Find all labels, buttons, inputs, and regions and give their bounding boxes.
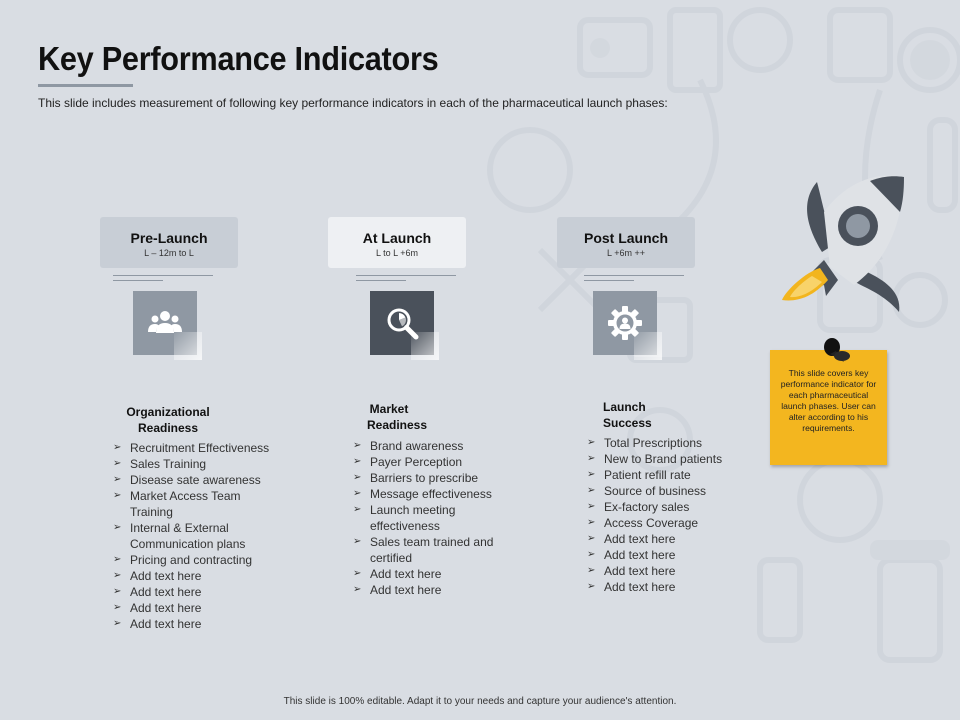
phase-name: Post Launch	[583, 230, 668, 246]
divider-line	[584, 275, 684, 276]
list-item: ➢ Pricing and contracting	[113, 552, 293, 568]
list-item: ➢ Internal & External Communication plans	[113, 520, 265, 552]
list-item: ➢ Message effectiveness	[353, 486, 523, 502]
divider-line	[584, 280, 634, 281]
list-item: ➢ Access Coverage	[587, 515, 757, 531]
phase-range: L to L +6m	[375, 248, 419, 258]
kpi-heading-line: Readiness	[366, 418, 428, 432]
list-item: ➢ Market Access Team Training	[113, 488, 255, 520]
kpi-heading-line: Readiness	[137, 421, 199, 435]
kpi-heading-line: Launch	[603, 400, 646, 414]
magnifier-chart-icon	[384, 305, 420, 341]
phase-icon-tile	[593, 291, 657, 355]
phase-icon-tile	[370, 291, 434, 355]
list-item: ➢ Total Prescriptions	[587, 435, 757, 451]
divider-line	[356, 275, 456, 276]
list-item: ➢ Add text here	[587, 547, 757, 563]
list-item: ➢ Patient refill rate	[587, 467, 757, 483]
kpi-heading-line: Market	[369, 402, 409, 416]
list-item: ➢ Add text here	[353, 566, 523, 582]
phase-box-post-launch	[557, 217, 695, 268]
list-item: ➢ New to Brand patients	[587, 451, 757, 467]
kpi-list	[113, 440, 293, 632]
list-item: ➢ Add text here	[587, 579, 757, 595]
kpi-heading	[108, 404, 228, 436]
list-item: ➢ Disease sate awareness	[113, 472, 293, 488]
list-item: ➢ Add text here	[113, 600, 293, 616]
list-item: ➢ Ex-factory sales	[587, 499, 757, 515]
pushpin-icon	[822, 334, 852, 366]
phase-name: Pre-Launch	[130, 230, 208, 246]
divider-line	[113, 275, 213, 276]
divider-line	[113, 280, 163, 281]
list-item: ➢ Recruitment Effectiveness	[113, 440, 293, 456]
phase-range: L +6m ++	[607, 248, 645, 258]
phase-name: At Launch	[362, 230, 432, 246]
page-title: Key Performance Indicators	[38, 40, 439, 77]
list-item: ➢ Add text here	[113, 568, 293, 584]
kpi-list	[587, 435, 757, 595]
title-underline	[38, 84, 133, 87]
kpi-heading	[603, 399, 663, 431]
phase-icon-tile	[133, 291, 197, 355]
kpi-heading-line: Success	[603, 416, 652, 430]
page-subtitle: This slide includes measurement of following key performance indicators in each of the pharmaceutical launch phases:	[38, 96, 668, 110]
list-item: ➢ Barriers to prescribe	[353, 470, 523, 486]
phase-box-at-launch	[328, 217, 466, 268]
list-item: ➢ Payer Perception	[353, 454, 523, 470]
list-item: ➢ Sales Training	[113, 456, 293, 472]
list-item: ➢ Add text here	[587, 563, 757, 579]
list-item: ➢ Sales team trained and certified	[353, 534, 515, 566]
phase-box-pre-launch	[100, 217, 238, 268]
gear-user-icon	[607, 305, 643, 341]
list-item: ➢ Launch meeting effectiveness	[353, 502, 485, 534]
kpi-heading-line: Organizational	[126, 405, 210, 419]
sticky-note: This slide covers key performance indicator for each pharmaceutical launch phases. User can alter according to his requirements.	[770, 350, 887, 465]
list-item: ➢ Source of business	[587, 483, 757, 499]
list-item: ➢ Add text here	[113, 616, 293, 632]
kpi-heading	[337, 401, 457, 433]
list-item: ➢ Add text here	[113, 584, 293, 600]
team-icon	[147, 305, 183, 341]
phase-range: L – 12m to L	[144, 248, 194, 258]
kpi-list	[353, 438, 523, 598]
divider-line	[356, 280, 406, 281]
list-item: ➢ Add text here	[353, 582, 523, 598]
footer-text: This slide is 100% editable. Adapt it to your needs and capture your audience's attention.	[283, 696, 677, 707]
list-item: ➢ Add text here	[587, 531, 757, 547]
list-item: ➢ Brand awareness	[353, 438, 523, 454]
rocket-icon	[762, 172, 912, 312]
